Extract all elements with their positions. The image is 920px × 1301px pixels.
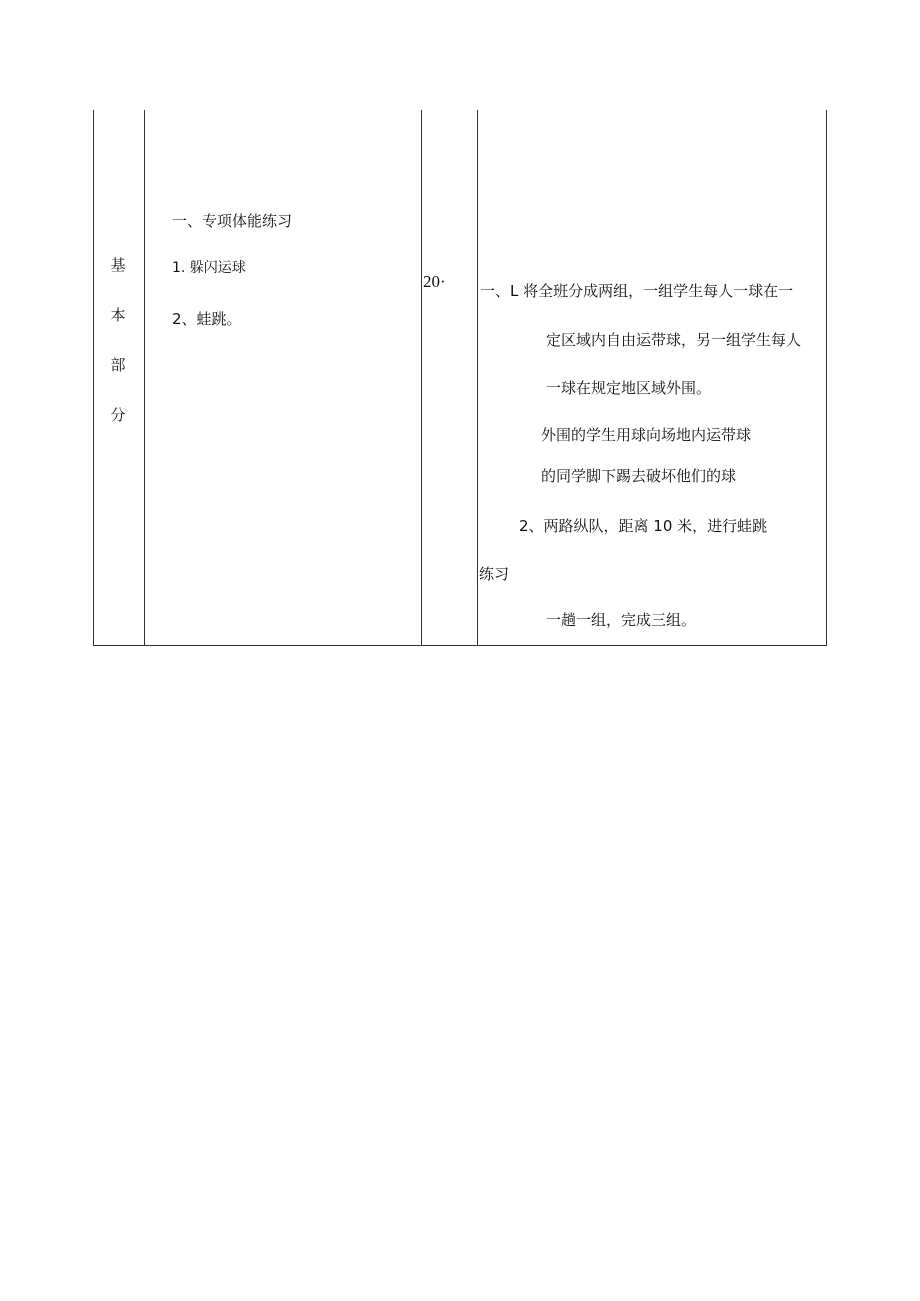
method-line: 定区域内自由运带球，另一组学生每人	[546, 331, 802, 349]
method-line: 一、L 将全班分成两组，一组学生每人一球在一	[480, 282, 794, 300]
content-title: 一、专项体能练习	[172, 212, 293, 230]
method-line: 一球在规定地区域外围。	[546, 379, 712, 397]
section-label-char: 分	[110, 406, 126, 424]
column-divider	[421, 110, 422, 646]
method-line: 的同学脚下踢去破坏他们的球	[541, 467, 737, 485]
column-divider	[144, 110, 145, 646]
method-line: 2、两路纵队，距离 10 米，进行蛙跳	[519, 517, 768, 535]
section-label-char: 基	[110, 256, 126, 274]
column-divider	[477, 110, 478, 646]
time-value: 20·	[423, 272, 446, 291]
method-line: 外围的学生用球向场地内运带球	[541, 426, 752, 444]
section-label-char: 本	[110, 306, 126, 324]
content-item-1: 1. 躲闪运球	[172, 260, 246, 276]
method-line: 练习	[479, 565, 510, 583]
lesson-table	[93, 110, 827, 646]
method-line: 一趟一组，完成三组。	[546, 611, 697, 629]
section-label-char: 部	[110, 356, 126, 374]
content-item-2: 2、蛙跳。	[172, 310, 242, 328]
